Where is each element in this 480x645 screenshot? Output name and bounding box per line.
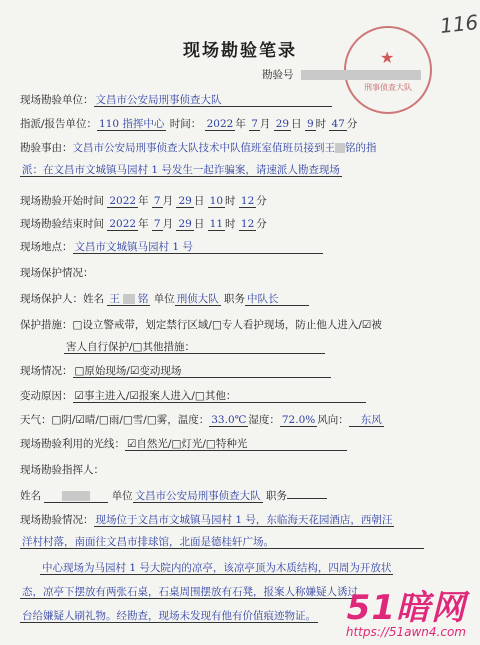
situation-row-2	[20, 535, 424, 549]
redacted-survey-number	[301, 70, 421, 80]
year-unit: 年	[138, 195, 149, 207]
survey-unit-value: 文昌市公安局刑事侦查大队	[94, 94, 332, 107]
day-unit: 日	[193, 195, 205, 207]
measures-row-1	[20, 318, 382, 332]
cause-line-1-tail: 铭的指	[345, 142, 377, 154]
month-unit: 月	[259, 118, 271, 130]
wind-value: 东风	[349, 414, 384, 427]
dispatch-label: 指派/报告单位：	[20, 118, 98, 130]
protector-row	[20, 292, 309, 306]
minute-unit: 分	[256, 218, 267, 230]
protector-position-label: 职务	[224, 293, 246, 305]
measures-row-2	[64, 340, 325, 354]
commander-name	[44, 490, 108, 503]
protector-label: 现场保护人：	[20, 293, 83, 305]
cause-line-2: 派：在文昌市文城镇马园村 1 号发生一起诈骗案，请速派人勘查现场	[22, 164, 340, 176]
start-month: 7	[153, 195, 161, 207]
end-minute: 12	[240, 218, 255, 230]
change-reason-row	[20, 389, 366, 403]
dispatch-hour: 9	[306, 118, 314, 130]
measures-label: 保护措施：	[20, 319, 73, 331]
redacted-name	[62, 491, 90, 501]
end-year: 2022	[109, 218, 137, 230]
situation-line-3: 中心现场为马园村 1 号大院内的凉亭，该凉亭顶为木质结构，四周为开放状	[42, 562, 392, 574]
weather-options: □阴/☑晴/□雨/□雪/□雾，	[51, 414, 178, 426]
survey-unit-label: 现场勘验单位：	[20, 94, 94, 106]
dispatch-day: 29	[275, 118, 290, 130]
weather-row	[20, 413, 384, 427]
humidity-value: 72.0%	[281, 414, 316, 426]
protector-unit: 刑侦大队	[176, 293, 219, 305]
commander-position-blank	[287, 498, 327, 499]
situation-row-4	[20, 585, 360, 599]
protector-name-label: 姓名	[83, 293, 104, 305]
temperature-label: 温度：	[177, 414, 210, 426]
redacted-name	[335, 143, 345, 153]
start-time-label: 现场勘验开始时间	[20, 195, 104, 207]
situation-line-2: 洋村村落，南面往文昌市排球馆，北面是德桂轩广场。	[20, 536, 424, 549]
day-unit: 日	[193, 218, 205, 230]
scene-status-label: 现场情况：	[20, 365, 73, 377]
commander-row	[20, 489, 327, 503]
location-row	[20, 240, 323, 254]
commander-name-label: 姓名	[20, 490, 41, 502]
dispatch-year: 2022	[206, 118, 234, 130]
change-reason-value: ☑事主进入/☑报案人进入/□其他：	[73, 390, 367, 403]
situation-line-1: 现场位于文昌市文城镇马园村 1 号，东临海天花园酒店，西朝汪	[95, 514, 393, 526]
location-value: 文昌市文城镇马园村 1 号	[73, 241, 323, 254]
commander-position-label: 职务	[266, 490, 288, 502]
scene-status-row	[20, 364, 331, 378]
hour-unit: 时	[225, 195, 236, 207]
light-row	[20, 437, 347, 451]
protection-heading: 现场保护情况：	[20, 267, 94, 279]
commander-heading: 现场勘验指挥人：	[20, 464, 104, 476]
hour-unit: 时	[315, 118, 327, 130]
start-day: 29	[178, 195, 192, 207]
year-unit: 年	[138, 218, 149, 230]
end-hour: 11	[209, 218, 224, 230]
weather-label: 天气：	[20, 414, 52, 426]
year-unit: 年	[235, 118, 246, 130]
protector-position: 中队长	[245, 293, 309, 306]
page-number: 116	[438, 10, 480, 38]
situation-line-4: 态，凉亭下摆放有两张石桌，石桌周围摆放有石凳，报案人称嫌疑人诱过	[22, 586, 358, 598]
month-unit: 月	[162, 218, 174, 230]
commander-unit: 文昌市公安局刑事侦查大队	[134, 490, 261, 502]
dispatch-month: 7	[251, 118, 258, 130]
commander-unit-label: 单位	[111, 490, 133, 502]
cause-row-1	[20, 141, 377, 155]
protector-name	[107, 293, 150, 306]
month-unit: 月	[162, 195, 174, 207]
measures-line-2: 害人自行保护/□其他措施：	[64, 341, 325, 354]
protector-name-a: 王	[109, 293, 120, 305]
seal-star-icon: ★	[380, 48, 395, 67]
day-unit: 日	[291, 118, 302, 130]
document-title: 现场勘验笔录	[183, 41, 297, 61]
situation-row-3	[40, 561, 393, 575]
survey-number-row	[262, 68, 421, 82]
location-label: 现场地点：	[20, 241, 73, 253]
cause-line-1: 文昌市公安局刑事侦查大队技术中队值班室值班员接到王	[72, 142, 335, 154]
dispatch-source: 110 指挥中心	[99, 118, 165, 130]
protector-unit-label: 单位	[153, 293, 175, 305]
light-label: 现场勘验利用的光线：	[20, 438, 125, 450]
minute-unit: 分	[346, 118, 358, 130]
protector-name-b: 铭	[137, 293, 149, 305]
situation-label: 现场勘验情况：	[20, 514, 94, 526]
humidity-label: 湿度：	[248, 414, 280, 426]
end-day: 29	[178, 218, 192, 230]
seal-text: 刑事侦查大队	[364, 83, 412, 92]
scene-status-value: □原始现场/☑变动现场	[73, 365, 332, 378]
dispatch-time-label: 时间：	[169, 118, 202, 130]
watermark-url: https://51awn4.com	[345, 625, 466, 639]
start-minute: 12	[240, 195, 255, 207]
temperature-value: 33.0℃	[211, 414, 247, 426]
situation-row-5	[20, 609, 318, 623]
dispatch-minute: 47	[331, 118, 345, 130]
measures-line-1: □设立警戒带，划定禁行区域/□专人看护现场，防止他人进入/☑被	[72, 319, 382, 331]
situation-line-5: 台给嫌疑人刷礼物。经勘查，现场未发现有他有价值痕迹物证。	[22, 610, 316, 622]
start-year: 2022	[109, 195, 137, 207]
survey-unit-row	[20, 93, 332, 107]
cause-label: 勘验事由：	[20, 142, 73, 154]
end-time-row	[20, 217, 267, 231]
watermark-logo: 51暗网	[346, 588, 466, 628]
end-month: 7	[153, 218, 161, 230]
hour-unit: 时	[225, 218, 236, 230]
dispatch-row	[20, 117, 357, 131]
minute-unit: 分	[256, 195, 267, 207]
light-value: ☑自然光/□灯光/□特种光	[125, 438, 347, 451]
situation-row-1	[20, 513, 394, 527]
start-hour: 10	[209, 195, 224, 207]
survey-number-label: 勘验号	[262, 69, 294, 81]
change-reason-label: 变动原因：	[20, 390, 73, 402]
redacted-name	[123, 294, 135, 304]
end-time-label: 现场勘验结束时间	[20, 218, 104, 230]
watermark	[346, 580, 466, 639]
start-time-row	[20, 194, 267, 208]
wind-label: 风向：	[317, 414, 349, 426]
cause-row-2	[20, 163, 342, 177]
